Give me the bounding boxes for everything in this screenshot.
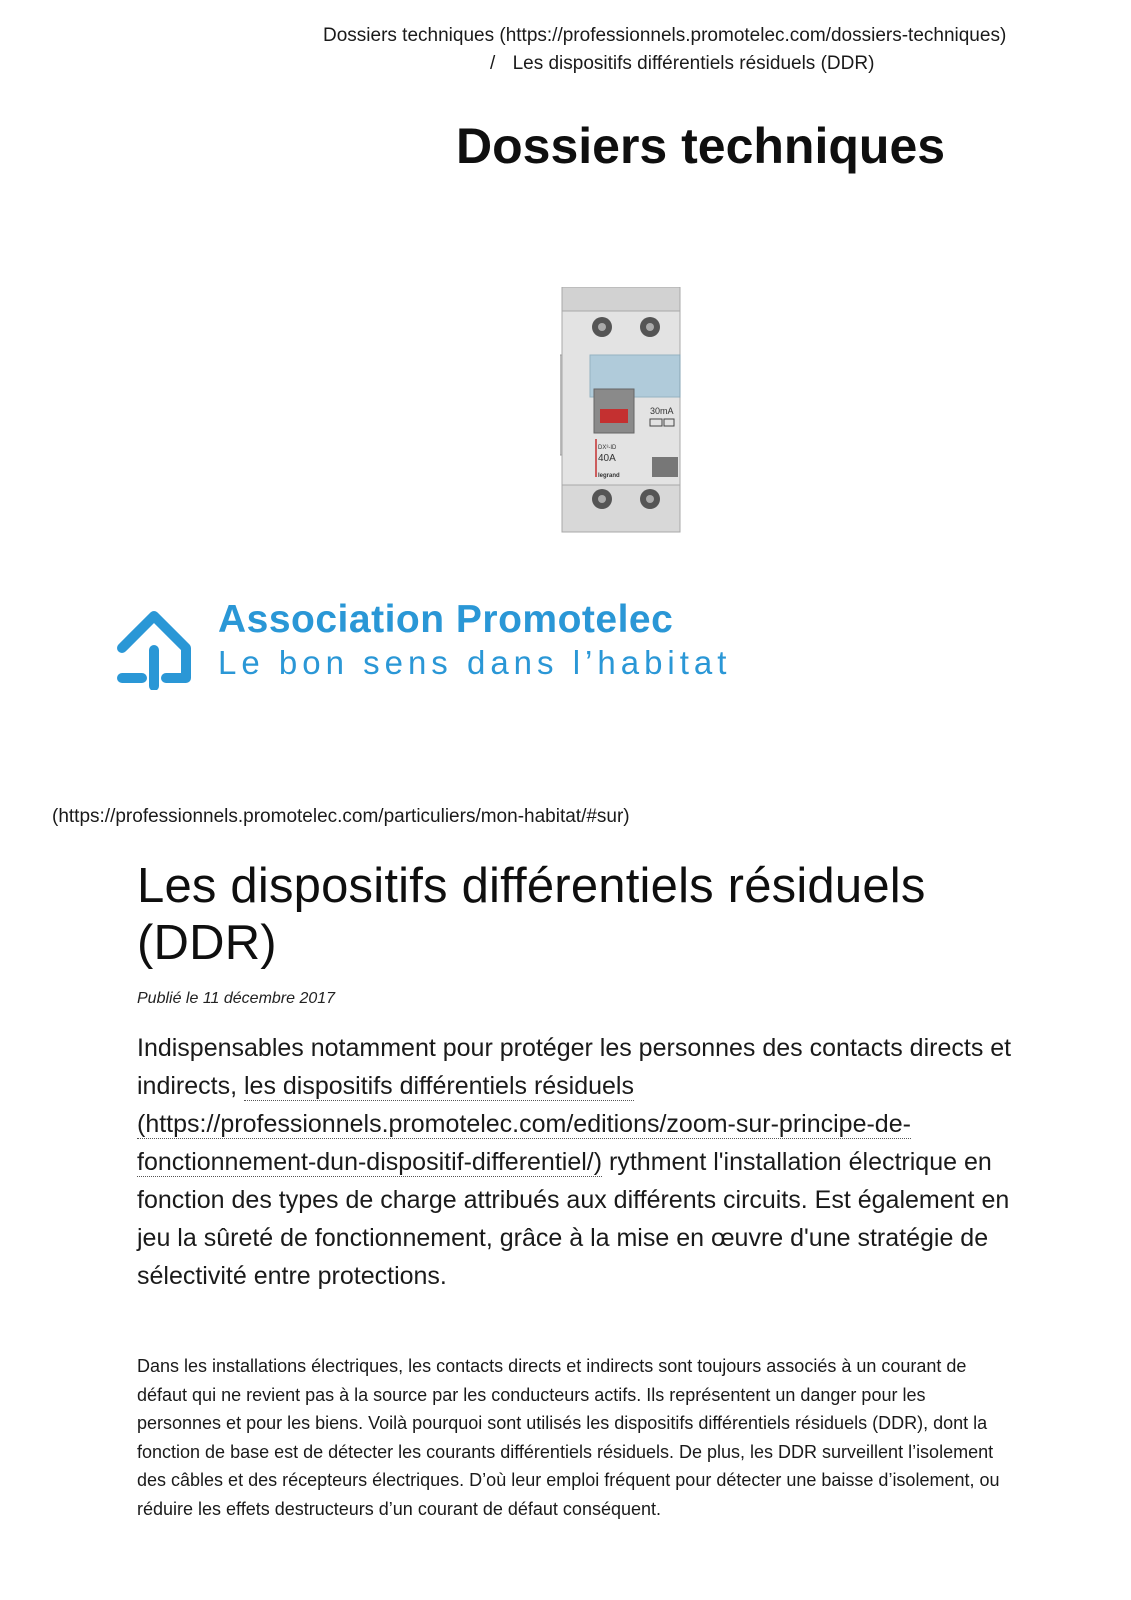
breadcrumb-line-1 [323, 22, 1006, 50]
house-logo-icon [116, 604, 192, 690]
breadcrumb-section-url[interactable]: (https://professionnels.promotelec.com/dossiers-techniques) [499, 25, 1007, 46]
differential-breaker-photo [560, 287, 700, 537]
logo-tagline: Le bon sens dans l’habitat [218, 644, 732, 681]
logo-link-url[interactable]: (https://professionnels.promotelec.com/particuliers/mon-habitat/#sur) [52, 806, 630, 827]
article-lead [137, 1029, 1017, 1295]
breaker-amp-label: 40A [598, 453, 616, 464]
lead-text-before: Indispensables notamment pour protéger les personnes des contacts directs et indirects, [137, 1034, 1012, 1100]
breadcrumb-current: Les dispositifs différentiels résiduels (DDR) [512, 53, 875, 74]
breaker-brand-label: legrand [598, 473, 620, 479]
breadcrumb-separator: / [490, 53, 496, 74]
breaker-model-label: DX³-ID [598, 445, 617, 451]
article-body-paragraph: Dans les installations électriques, les contacts directs et indirects sont toujours associés à un courant de défaut qui ne revient pas à la source par les conducteurs actifs. Ils représentent un danger pour les personnes et pour les biens. Voilà pourquoi sont utilisés les dispositifs différentiels résiduels (DDR), dont la fonction de base est de détecter les courants différentiels résiduels. De plus, les DDR surveillent l’isolement des câbles et des récepteurs électriques. D’où leur emploi fréquent pour détecter une baisse d’isolement, ou réduire les effets destructeurs d’un courant de défaut conséquent. [137, 1356, 1000, 1519]
lead-text-after: rythment l'installation électrique en fonction des types de charge attribués aux différents circuits. Est également en jeu la sûreté de fonctionnement, grâce à la mise en œuvre d'une stratégie de sélectivité entre protections. [137, 1148, 1010, 1290]
association-logo[interactable] [110, 592, 732, 696]
breadcrumb-line-2 [490, 50, 874, 78]
publish-date: Publié le 11 décembre 2017 [137, 990, 336, 1007]
lead-link[interactable]: les dispositifs différentiels résiduels (https://professionnels.promotelec.com/editions/zoom-sur-principe-de-fonctionnement-dun-dispositif-differentiel/) [137, 1072, 911, 1176]
article-title: Les dispositifs différentiels résiduels (DDR) [137, 859, 926, 970]
logo-name: Association Promotelec [218, 598, 674, 641]
breaker-rating-label: 30mA [650, 406, 674, 416]
section-title: Dossiers techniques [456, 118, 946, 174]
breadcrumb-section-link[interactable]: Dossiers techniques [323, 25, 495, 46]
